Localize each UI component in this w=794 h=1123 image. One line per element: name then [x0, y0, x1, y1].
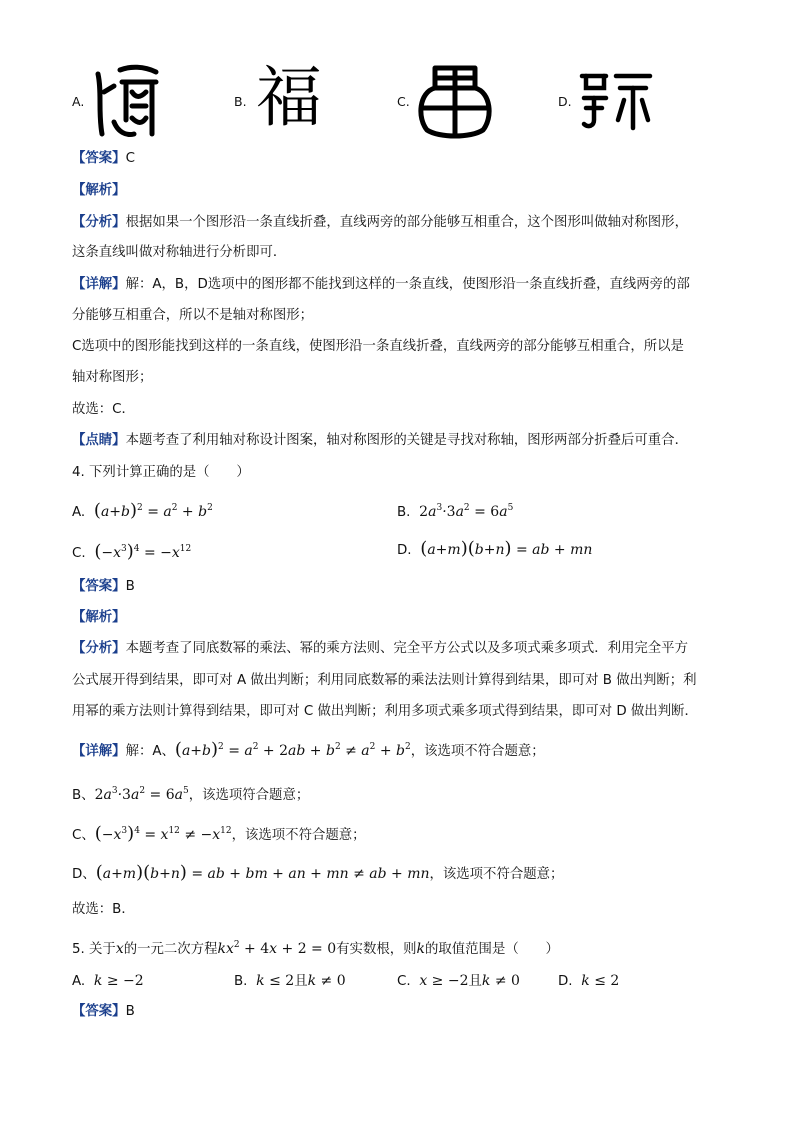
- q5-stem-part: 的一元二次方程: [123, 942, 218, 957]
- option-label: C.: [397, 974, 411, 989]
- q5-option-c-mid: 且: [468, 974, 482, 989]
- q5-option-b-formula-1: k ≤ 2: [251, 973, 295, 989]
- xiangjie-tag: 【详解】: [72, 744, 126, 759]
- q5-option-d-formula: k ≤ 2: [576, 973, 620, 989]
- seal-character-a-image: [92, 62, 168, 140]
- q4-answer: [72, 578, 135, 596]
- q5-equation: $kx^2 + 4x + 2 = 0$: [217, 940, 337, 957]
- answer-tag: 【答案】: [72, 151, 126, 166]
- q5-stem-part: 5. 关于: [72, 942, 116, 957]
- q3-fenxi-line-1: [72, 214, 688, 232]
- q5-option-b-formula-2: k ≠ 0: [307, 973, 346, 989]
- jiexi-tag: 【解析】: [72, 610, 126, 625]
- option-label: D.: [558, 94, 572, 109]
- option-label: C.: [72, 546, 86, 561]
- option-b-seal: [234, 59, 334, 140]
- q3-xiangjie-line-3: C选项中的图形能找到这样的一条直线，使图形沿一条直线折叠，直线两旁的部分能够互相重合，所以是: [72, 339, 684, 354]
- xiangjie-conclusion: ，该选项不符合题意；: [410, 744, 545, 759]
- q4-option-c: [72, 540, 191, 563]
- q3-guxuan: 故选：C．: [72, 402, 135, 417]
- q4-xiangjie-c-formula: $(-x^3)^4 = x^{12} \ne -x^{12}$: [94, 823, 232, 844]
- seal-character-d-image: [576, 62, 656, 140]
- fenxi-tag: 【分析】: [72, 215, 126, 230]
- xiangjie-prefix: D、: [72, 867, 96, 882]
- q5-option-c-formula-2: k ≠ 0: [481, 973, 520, 989]
- option-label: D.: [558, 974, 573, 989]
- q5-option-a-formula: k ≥ −2: [89, 973, 144, 989]
- fenxi-tag: 【分析】: [72, 641, 126, 656]
- q4-xiangjie-c: [72, 822, 366, 845]
- q3-xiangjie-line-2: 分能够互相重合，所以不是轴对称图形；: [72, 308, 314, 323]
- xiangjie-prefix: B、: [72, 788, 95, 803]
- xiangjie-conclusion: ，该选项不符合题意；: [231, 828, 366, 843]
- xiangjie-prefix: 解：A、: [125, 744, 175, 759]
- q3-jiexi: [72, 182, 126, 200]
- q4-xiangjie-b: [72, 782, 309, 805]
- q4-option-b-formula: $2a^3\cdot 3a^2 = 6a^5$: [419, 503, 514, 520]
- answer-value: B: [125, 1004, 135, 1019]
- q5-option-a: [72, 972, 144, 991]
- q5-option-c: [397, 972, 520, 991]
- q5-option-d: [558, 972, 619, 991]
- q4-xiangjie-a-formula: $(a+b)^2 = a^2 + 2ab + b^2 \ne a^2 + b^2$: [174, 739, 411, 760]
- option-label: D.: [397, 543, 412, 558]
- option-d-seal: [558, 62, 668, 140]
- q5-option-b: [234, 972, 346, 991]
- dianjing-text: 本题考查了利用轴对称设计图案，轴对称图形的关键是寻找对称轴，图形两部分折叠后可重合．: [125, 433, 688, 448]
- q4-fenxi-line-1: [72, 640, 688, 658]
- q4-option-a: [72, 499, 213, 522]
- option-label: A.: [72, 505, 86, 520]
- dianjing-tag: 【点睛】: [72, 433, 126, 448]
- xiangjie-conclusion: ，该选项符合题意；: [188, 788, 310, 803]
- fenxi-text: 根据如果一个图形沿一条直线折叠，直线两旁的部分能够互相重合，这个图形叫做轴对称图形，: [125, 215, 688, 230]
- q4-fenxi-line-3: 用幂的乘方法则计算得到结果，即可对 C 做出判断；利用多项式乘多项式得到结果，即可对 D 做出判断．: [72, 704, 698, 719]
- option-label: A.: [72, 974, 86, 989]
- q4-xiangjie-d-formula: (a+m)(b+n) = ab + bm + an + mn ≠ ab + mn: [95, 862, 430, 883]
- q5-stem-part: 有实数根，则: [336, 942, 417, 957]
- answer-value: C: [125, 151, 135, 166]
- xiangjie-conclusion: ，该选项不符合题意；: [429, 867, 564, 882]
- q4-jiexi: [72, 609, 126, 627]
- q3-dianjing: [72, 432, 688, 450]
- answer-tag: 【答案】: [72, 579, 126, 594]
- q4-option-d: [397, 540, 592, 560]
- jiexi-tag: 【解析】: [72, 183, 126, 198]
- q4-option-a-formula: $(a+b)^2 = a^2 + b^2$: [93, 500, 213, 521]
- q4-xiangjie-b-formula: $2a^3\cdot 3a^2 = 6a^5$: [94, 786, 189, 803]
- seal-character-b: 福: [256, 59, 322, 136]
- option-a-seal: [72, 62, 172, 140]
- q3-fenxi-line-2: 这条直线叫做对称轴进行分析即可．: [72, 245, 287, 260]
- q5-variable-x: x: [115, 941, 124, 957]
- seal-character-c-image: [415, 62, 495, 140]
- q5-option-b-mid: 且: [294, 974, 308, 989]
- answer-tag: 【答案】: [72, 1004, 126, 1019]
- xiangjie-prefix: C、: [72, 828, 95, 843]
- option-c-seal: [397, 62, 497, 140]
- option-label: B.: [234, 94, 247, 109]
- answer-value: B: [125, 579, 135, 594]
- q5-variable-k: k: [416, 941, 425, 957]
- q3-xiangjie-line-1: [72, 276, 690, 294]
- q4-option-c-formula: $(-x^3)^4 = -x^{12}$: [94, 541, 192, 562]
- q4-option-b: [397, 499, 513, 522]
- q4-xiangjie-a: [72, 738, 545, 761]
- option-label: B.: [397, 505, 411, 520]
- q5-stem: [72, 936, 559, 959]
- option-label: B.: [234, 974, 248, 989]
- option-label: A.: [72, 94, 85, 109]
- q3-answer: [72, 150, 135, 168]
- q4-xiangjie-d: [72, 864, 563, 884]
- q3-xiangjie-line-4: 轴对称图形；: [72, 370, 153, 385]
- q5-stem-part: 的取值范围是（ ）: [425, 942, 559, 957]
- option-label: C.: [397, 94, 410, 109]
- q5-option-c-formula-1: x ≥ −2: [414, 973, 469, 989]
- q4-stem: 4. 下列计算正确的是（ ）: [72, 465, 250, 480]
- xiangjie-tag: 【详解】: [72, 277, 126, 292]
- q4-guxuan: 故选：B．: [72, 902, 135, 917]
- xiangjie-text: 解：A，B，D选项中的图形都不能找到这样的一条直线，使图形沿一条直线折叠，直线两旁的部: [125, 277, 690, 292]
- fenxi-text: 本题考查了同底数幂的乘法、幂的乘方法则、完全平方公式以及多项式乘多项式．利用完全平方: [125, 641, 688, 656]
- q4-fenxi-line-2: 公式展开得到结果，即可对 A 做出判断；利用同底数幂的乘法法则计算得到结果，即可对 B 做出判断；利: [72, 673, 697, 688]
- q4-option-d-formula: (a+m)(b+n) = ab + mn: [420, 538, 593, 559]
- q5-answer: [72, 1003, 135, 1021]
